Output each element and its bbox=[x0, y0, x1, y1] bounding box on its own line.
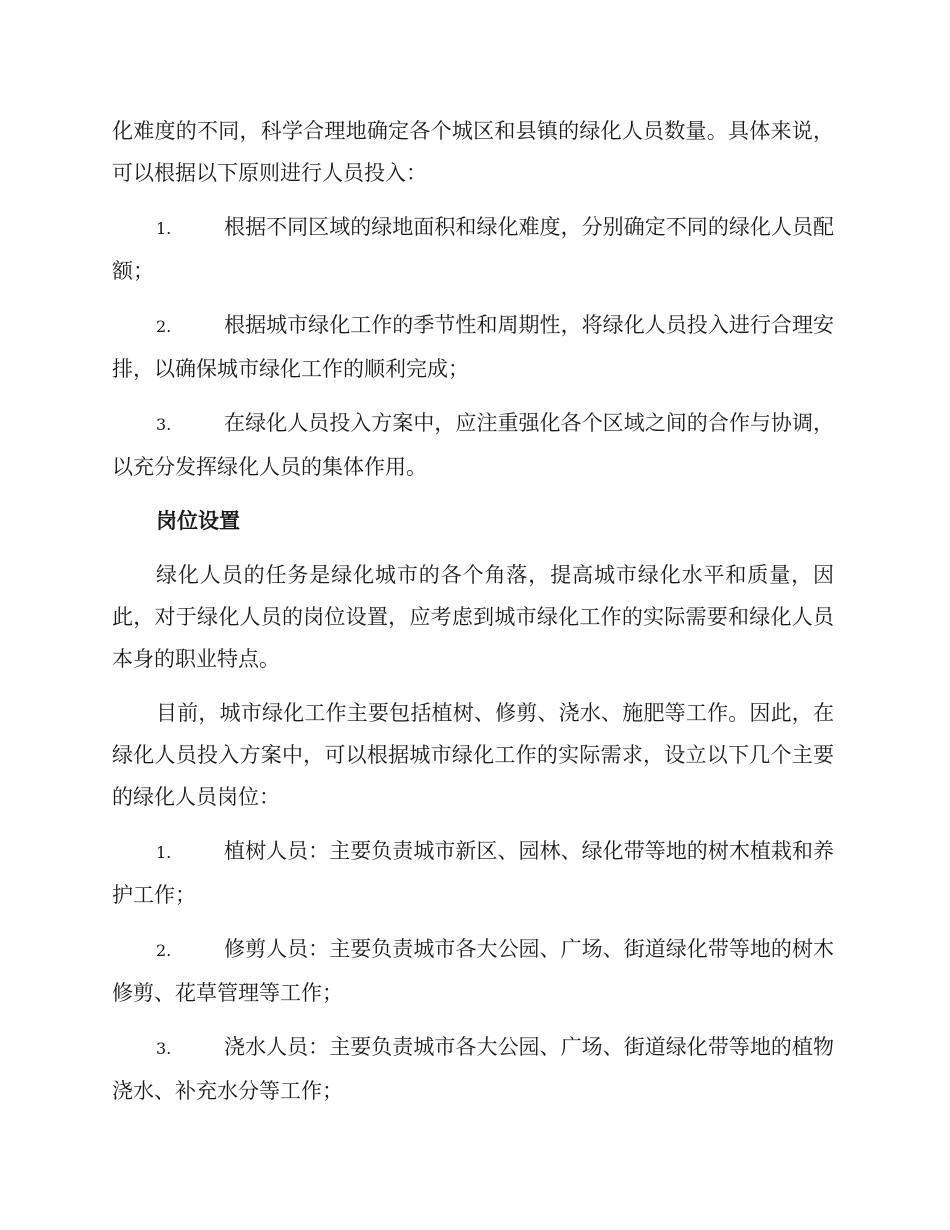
document-page bbox=[112, 110, 834, 1112]
list-item-text: 在绿化人员投入方案中，应注重强化各个区域之间的合作与协调，以充分发挥绿化人员的集体作用。 bbox=[112, 411, 834, 479]
list-number: 1. bbox=[156, 219, 172, 238]
section-heading: 岗位设置 bbox=[156, 508, 240, 533]
list-number: 2. bbox=[156, 317, 172, 336]
principle-item-3 bbox=[112, 402, 834, 488]
position-item-3 bbox=[112, 1026, 834, 1112]
principle-item-1 bbox=[112, 206, 834, 292]
list-number: 3. bbox=[156, 1039, 172, 1058]
list-number: 1. bbox=[156, 843, 172, 862]
opening-paragraph: 化难度的不同，科学合理地确定各个城区和县镇的绿化人员数量。具体来说，可以根据以下原则进行人员投入： bbox=[112, 119, 834, 185]
list-number: 2. bbox=[156, 941, 172, 960]
principle-item-2 bbox=[112, 304, 834, 390]
list-item-text: 根据不同区域的绿地面积和绿化难度，分别确定不同的绿化人员配额； bbox=[112, 215, 834, 283]
list-number: 3. bbox=[156, 415, 172, 434]
position-item-2 bbox=[112, 928, 834, 1014]
list-item-text: 修剪人员：主要负责城市各大公园、广场、街道绿化带等地的树木修剪、花草管理等工作； bbox=[112, 937, 834, 1005]
body-paragraph-2: 目前，城市绿化工作主要包括植树、修剪、浇水、施肥等工作。因此，在绿化人员投入方案中，可以根据城市绿化工作的实际需求，设立以下几个主要的绿化人员岗位： bbox=[112, 701, 834, 809]
list-item-text: 植树人员：主要负责城市新区、园林、绿化带等地的树木植栽和养护工作； bbox=[112, 839, 834, 907]
list-item-text: 根据城市绿化工作的季节性和周期性，将绿化人员投入进行合理安排，以确保城市绿化工作的顺利完成； bbox=[112, 313, 834, 381]
list-item-text: 浇水人员：主要负责城市各大公园、广场、街道绿化带等地的植物浇水、补充水分等工作； bbox=[112, 1035, 834, 1103]
body-paragraph-1: 绿化人员的任务是绿化城市的各个角落，提高城市绿化水平和质量，因此，对于绿化人员的岗位设置，应考虑到城市绿化工作的实际需要和绿化人员本身的职业特点。 bbox=[112, 563, 834, 671]
position-item-1 bbox=[112, 830, 834, 916]
